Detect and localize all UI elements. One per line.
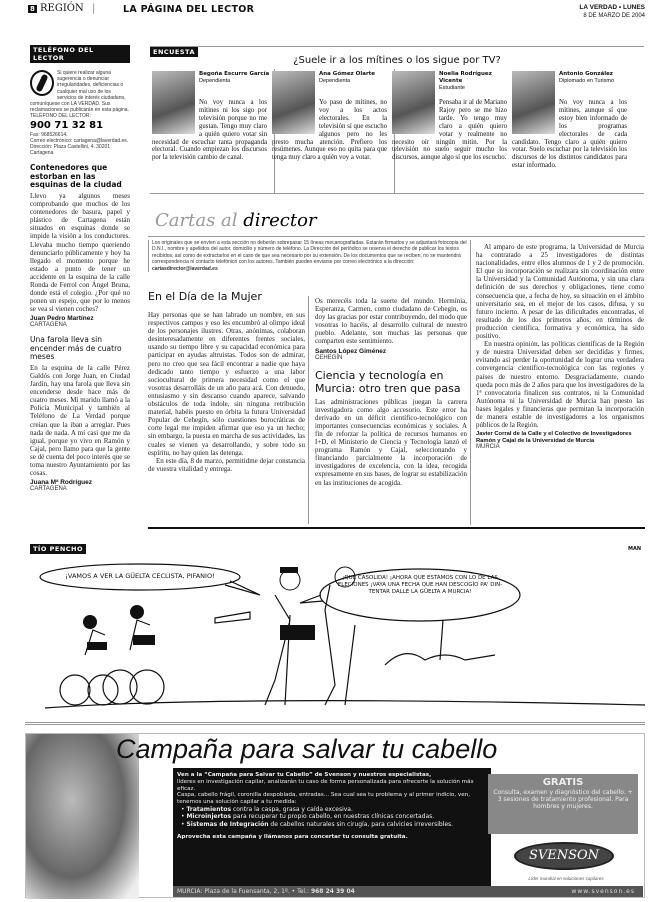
- letter-body: En nuestra opinión, las políticas científicas de la Región y de nuestra Universidad deben ser decididas y firmes, evitando así perder la oportunidad de lograr una verdadera convergencia científico-tecnológica con las regiones y países de nuestro entorno. Desgraciadamente, cuando queda poco más de 2 años para que los investigadores de la 1ª convocatoria finalicen sus contratos, ni la Comunidad Autónoma ni la Universidad de Murcia han puesto las bases legales y financieras que permitan la incorporación de manera estable de investigadores a los organismos públicos de la Región.: [476, 340, 644, 430]
- ad-phone: 968 24 39 04: [310, 888, 355, 895]
- section-rule: [148, 527, 645, 529]
- survey-respondent: [390, 71, 512, 191]
- address: Correo electrónico: cartagena@laverdad.es. Dirección: Plaza Castellini, 4. 30201 Cartagena: [30, 137, 129, 157]
- letter-body: Las administraciones públicas juegan la carrera investigadora como algo accesorio. Este error ha derivado en un déficit científico-tecnológico con importantes consecuencias económicas y sociales. A fin de reforzar la política de recursos humanos en I+D, el Ministerio de Ciencia y Tecnología lanzó el programa Ramón y Cajal, seleccionando y financiando parcialmente la incorporación de investigadores de excelencia, con la idea, recogida expresamente en sus bases, de lograr su estabilización en las instituciones de acogida.: [315, 397, 467, 487]
- date: 8 DE MARZO DE 2004: [583, 13, 645, 19]
- letter-author: Juan Pedro Martínez: [30, 315, 94, 323]
- cartas-intro: [148, 240, 468, 272]
- title-bold: director: [243, 210, 317, 231]
- cartas-rule: [148, 236, 645, 237]
- letter-body: Llevo ya algunos meses comprobando que muchos de los contenedores de basura, papel y plástico de Cartagena están situados en esquinas donde se impide la visión a los conductores. Llevaba mucho tiempo queriendo denunciarlo públicamente y hoy ha llegado el momento porque he estado a punto de tener un accidente en la esquina de la calle Ronda de Ferrol con Ángel Bruna, donde está el colegio. ¿Por qué no ponen un espejo, que por lo menos se vea si vienen coches?: [30, 191, 130, 314]
- letter-title: En el Día de la Mujer: [148, 290, 262, 303]
- phone-label: TELÉFONO DEL LECTOR:: [30, 113, 91, 120]
- respondent-name: Ana Gómez Olarte Dependienta: [319, 71, 376, 84]
- svenson-advertisement[interactable]: [25, 733, 645, 898]
- respondent-answer: No voy nunca a los mítines, aunque sí que estoy bien informado de los programas electorales de cada candidato. Tengo claro a quién quiero votar. Suelo escuchar por la televisión los discursos de los distintos candidatos para estar informado.: [512, 99, 627, 170]
- survey-respondent: [150, 71, 272, 191]
- respondent-name: Noelia Rodríguez Vicente Estudiante: [439, 71, 492, 91]
- letter-location: MURCIA: [476, 444, 500, 451]
- letter-location: CEHEGÍN: [315, 354, 343, 361]
- ad-body: [173, 768, 491, 886]
- divider: [308, 296, 309, 524]
- letter-location: CARTAGENA: [30, 486, 67, 493]
- letter: [30, 336, 130, 492]
- section-label: ENCUESTA: [150, 47, 198, 57]
- ad-website[interactable]: www.svenson.es: [571, 888, 635, 895]
- letter-continued: [315, 297, 467, 487]
- letter-ciencia-continued: [476, 243, 644, 450]
- survey-respondent: [270, 71, 392, 191]
- double-rule: [25, 722, 645, 725]
- letter-body: Hay personas que se han labrado un nombre, en sus respectivos campos y eso les encumbró al olimpo ideal de los personajes ilustres. Otras, anónimas, colaboran desinteresadamente en diferentes frentes sociales, usando su tiempo libre y su capacidad económica para participar en ayudas altruistas. Todos son de admirar, pero no creo que sea fácil encontrar a nadie que haya dedicado tanto tiempo y esfuerzo a una labor sociocultural de primera necesidad como el que vosotras desarrolláis de un año para acá. Con denuedo, entusiasmo y sin descanso cuando aparece, salvando obstáculos de toda índole, sin ninguna retribución material, habéis puesto en órbita la futura Universidad Popular de Cehegín, sólo cuestiones burocráticas de corte legal me impiden afirmar que eso ya un hecho; sin embargo, la puesta en marcha de sus actividades, las cuales se vienen ya desarrollando, y sobre todo su espíritu, no hay quien las detenga.: [148, 311, 305, 457]
- telefono-lector-column: [30, 45, 130, 492]
- respondent-name: Antonio González Diplomado en Turismo: [559, 71, 615, 84]
- ad-headline: Campaña para salvar tu cabello: [116, 734, 498, 764]
- ad-intro: Ven a la “Campaña para Salvar tu Cabello” de Svenson y nuestros especialistas,: [177, 772, 432, 778]
- survey-respondent: [510, 71, 632, 191]
- ad-item: • Sistemas de Integración de cabellos naturales sin cirugía, para calvicies irreversibles.: [181, 820, 454, 828]
- ad-address: MURCIA: Plaza de la Fuensanta, 2, 1º. • Tel.:: [177, 888, 310, 895]
- speech-bubble-text: ¡QUÉ CASOLIDA! ¡AHORA QUE ESTAMOS CON LO DE LAS ELECIONES ¡VAYA UNA FECHA QUE HAN DESCOGÍO PA' DIN-TENTAR DALLE LA GÜELTA A MURCIA!: [337, 575, 503, 595]
- gratis-box: [488, 774, 638, 834]
- page-number: 8: [30, 5, 35, 13]
- ad-problems: Caspa, cabello frágil, coronilla despoblada, entradas... Sea cual sea tu problema y al primer indicio, ven, tenemos una solución capilar a tu medida:: [177, 792, 470, 806]
- respondent-answer: Pensaba ir al de Mariano Rajoy pero se me hizo tarde. Yo tengo muy claro a quién quiero votar y realmente no necesito oír ningún mitin. Por la televisión no suelo seguir mucho los discursos, aunque algo sí que los escucho.: [392, 99, 507, 162]
- letter-dia-mujer: [148, 290, 305, 473]
- gratis-title: GRATIS: [542, 777, 584, 788]
- letter-author: Javier Corral de la Calle y el Colectivo de Investigadores Ramón y Cajal de la Universidad de Murcia: [476, 431, 632, 444]
- page-title: LA PÁGINA DEL LECTOR: [123, 4, 255, 15]
- ad-address-bar: [173, 886, 643, 897]
- ad-tagline: Líder mundial en soluciones capilares: [528, 876, 604, 881]
- svenson-logo: SVENSON: [514, 842, 614, 870]
- ad-item: • Microinjertos para recuperar tu propio cabello, en nuestras clínicas concertadas.: [181, 813, 435, 821]
- phone-number: 900 71 32 81: [30, 119, 104, 131]
- email-link[interactable]: cartasdirector@laverdad.es: [152, 265, 218, 272]
- newspaper-name: LA VERDAD • LUNES: [579, 4, 645, 11]
- letter-title: Contenedores que estorban en las esquinas de la ciudad: [30, 163, 122, 190]
- divider: |: [92, 3, 96, 14]
- phone-icon: [30, 70, 54, 96]
- gratis-text: Consulta, examen y diagnóstico del cabello. + 3 sesiones de tratamiento profesional. Para hombres y mujeres.: [493, 789, 633, 810]
- letter-body: Os merecéis toda la suerte del mundo. Hermínia, Esperanza, Carmen, como ciudadano de Cehegín, os doy las gracias por estar contribuyendo, del modo que vosotras lo hacéis, al desarrollo cultural de nuestro pueblo. Adelante, son muchas las personas que comparten este sentimiento.: [315, 297, 467, 346]
- comic-author: MAN: [628, 546, 642, 552]
- comic-label: TÍO PENCHO: [30, 544, 86, 554]
- letter-body: En la esquina de la calle Pérez Galdós con Jorge Juan, en Ciudad Jardín, hay una farola que lleva sin encenderse desde hace más de cuatro meses. Mi marido llamó a la Policía Municipal y también al Teléfono de La Verdad porque creían que la iban a arreglar. Pues nada de nada. A mí casi que me da igual, porque yo vivo en Ramón y Cajal, pero llamo para que la gente se dé cuenta del poco interés que se toma nuestro Ayuntamiento por las cosas.: [30, 363, 130, 478]
- cartas-title: [155, 210, 317, 231]
- page-header: [28, 4, 645, 24]
- fax: Fax: 968526614.: [30, 131, 68, 138]
- letter-title: Ciencia y tecnología en Murcia: otro tren que pasa: [315, 368, 461, 395]
- respondent-answer: No voy nunca a los mítines ni los sigo por televisión porque no me gustan. Tengo muy claro a quién quiero votar sin necesidad de escuchar tanta propaganda electoral. Cuando empiezan los discursos por la televisión cambio de canal.: [152, 99, 267, 162]
- speech-bubble-text: ¡VAMOS A VER LA GÜELTA CECLISTA, PIFANIO!: [65, 572, 215, 580]
- respondent-name: Begoña Escurre García Dependienta: [199, 71, 270, 84]
- letter: [30, 164, 130, 328]
- ad-item: • Tratamientos contra la caspa, grasa y caída excesiva.: [181, 805, 353, 813]
- encuesta-box: [150, 46, 644, 194]
- ad-cta: Aprovecha esta campaña y llámanos para concertar tu consulta gratuita.: [177, 834, 408, 841]
- section-name: REGIÓN: [40, 3, 84, 14]
- letter-author: Santos López Giménez: [315, 347, 387, 355]
- intro-text: Los originales que se envíen a esta sección no deberán sobrepasar 15 líneas mecanografiadas. Estarán firmados y se adjuntará fotocopia del D.N.I., nombre y apellidos del autor, domicilio y número de teléfono. La Dirección del periódico se reserva el derecho de publicar los textos recibidos, así como de extractarlos en el caso de que sea necesario por su extensión. De los documentos que se reciben, no se mantendrá correspondencia ni contacto telefónico con los autores. También pueden enviarse por correo electrónico a la dirección:: [152, 240, 467, 266]
- intro-text: Si quiere realizar alguna sugerencia o denunciar irregularidades, deficiencias o cualquier mal uso de los servicios de interés ciudadano, comuníquese con LA VERDAD. Sus reclamaciones se publicarán en esta página.: [30, 70, 129, 114]
- letter-body: Al amparo de este programa, la Universidad de Murcia ha contratado a 25 investigadores de distintas nacionalidades, entre ellos alumnos de 1 y 2 de promoción. El que su incorporación se realizara sin coordinación entre la Universidad y la Comunidad Autónoma, y sin una clara definición de sus derechos y obligaciones, tiene como consecuencia que, a fecha de hoy, su situación en el ámbito universitario sea, en el mejor de los casos, difusa, y su futuro incierto. A pesar de las dificultades encontradas, el resultado de los dos primeros años, en términos de producción científica, formativa y económica, ha sido positivo.: [476, 243, 644, 341]
- ad-intro: líderes en investigación capilar, analizarán tu caso de forma personalizada para ofrecerte la solución más eficaz.: [177, 778, 474, 792]
- divider: [470, 240, 471, 525]
- title-light: Cartas al: [155, 210, 244, 231]
- survey-question: ¿Suele ir a los mítines o los sigue por TV?: [293, 55, 501, 66]
- letter-location: CARTAGENA: [30, 322, 67, 329]
- letter-title: Una farola lleva sin encender más de cuatro meses: [30, 335, 122, 362]
- section-label: TELÉFONO DEL LECTOR: [30, 45, 130, 63]
- letter-body: En este día, 8 de marzo, permitidme dejar constancia de vuestra vitalidad y entrega.: [148, 456, 305, 473]
- respondent-answer: Yo paso de mítines, no voy a los actos electorales. En la televisión sí que escucho algunos pero no les presto mucha atención. Prefiero los resúmenes. Aunque eso no quita para que tenga muy claro a quién voy a votar.: [272, 99, 387, 162]
- comic-strip: [25, 555, 645, 715]
- letter-author: Juana Mª Rodríguez: [30, 479, 92, 487]
